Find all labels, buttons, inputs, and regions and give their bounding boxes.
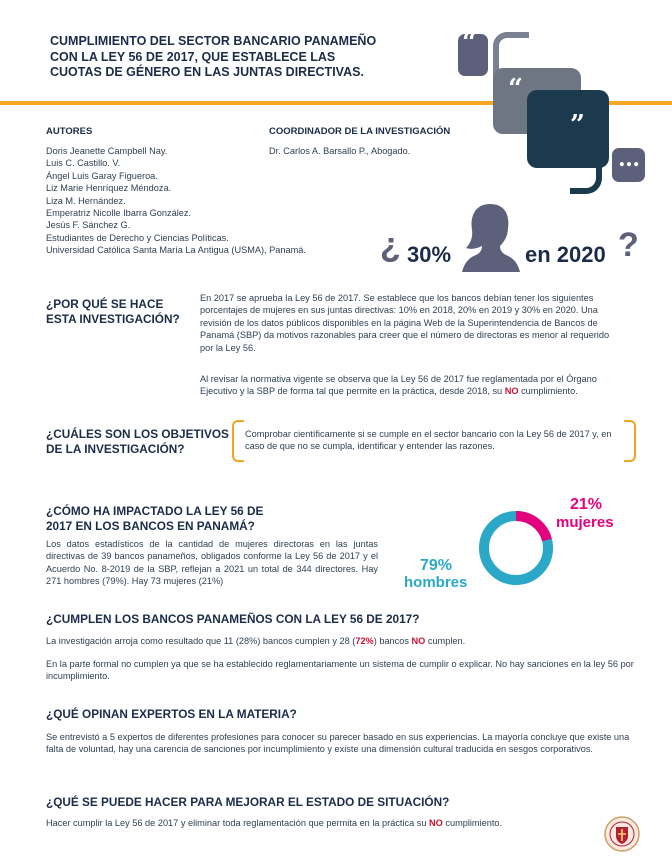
- goal-percent: 30%: [407, 242, 452, 267]
- speech-bubbles-icon: “ “ ” …: [452, 30, 652, 195]
- author-name: Emperatriz Nicolle Ibarra González.: [46, 208, 192, 219]
- right-brace: [624, 420, 636, 462]
- why-paragraph-1: En 2017 se aprueba la Ley 56 de 2017. Se establece que los bancos debían tener los siguientes porcentajes de mujeres en sus juntas directivas: 10% en 2018, 20% en 2019 y 30% en 2020. Una revisión de los datos públicos disponibles en la página Web de la Superintendencia de Bancos de Panamá (SBP) da motivos razonables para creer que el número de directoras es menor al requerido por la Ley 56.: [200, 293, 610, 353]
- author-name: Doris Jeanette Campbell Nay.: [46, 146, 168, 156]
- university-seal-icon: [604, 816, 640, 852]
- men-percent: 79%: [420, 557, 453, 574]
- goal-year: en 2020: [525, 242, 606, 267]
- men-label: hombres: [404, 574, 468, 591]
- objectives-text: Comprobar científicamente si se cumple en el sector bancario con la Ley 56 de 2017 y, en caso de que no se cumpla, identificar y entender las razones.: [245, 429, 612, 452]
- impact-heading: ¿CÓMO HA IMPACTADO LA LEY 56 DE 2017 EN LOS BANCOS EN PANAMÁ?: [46, 504, 264, 533]
- impact-text: Los datos estadísticos de la cantidad de mujeres directoras en las juntas directivas de 39 bancos panameños, obligados conforme la Ley 56 de 2017 y el Acuerdo No. 8-2019 de la SBP, reflejan a 2021 un total de 344 directores. Hay 271 hombres (79%). Hay 73 mujeres (21%): [46, 539, 378, 587]
- author-name: Liza M. Hernández.: [46, 195, 126, 206]
- authors-label: AUTORES: [46, 126, 93, 137]
- authors-list: [46, 145, 346, 257]
- comply-paragraph-2: En la parte formal no cumplen ya que se ha establecido reglamentariamente un sistema de cumplir o explicar. No hay sanciones en la ley 56 por incumplimiento.: [46, 659, 634, 682]
- comply-heading: ¿CUMPLEN LOS BANCOS PANAMEÑOS CON LA LEY 56 DE 2017?: [46, 612, 420, 626]
- women-slice: [516, 516, 547, 540]
- author-name: Liz Marie Henríquez Méndoza.: [46, 183, 172, 194]
- author-name: Estudiantes de Derecho y Ciencias Políticas.: [46, 232, 229, 243]
- left-brace: [232, 420, 244, 462]
- women-label: mujeres: [556, 514, 614, 531]
- why-heading: ¿POR QUÉ SE HACE ESTA INVESTIGACIÓN?: [46, 297, 180, 326]
- objectives-heading: ¿CUÁLES SON LOS OBJETIVOS DE LA INVESTIGACIÓN?: [46, 427, 229, 456]
- page-title: CUMPLIMIENTO DEL SECTOR BANCARIO PANAMEÑO CON LA LEY 56 DE 2017, QUE ESTABLECE LAS CUOTAS DE GÉNERO EN LAS JUNTAS DIRECTIVAS.: [50, 34, 377, 79]
- coordinator-label: COORDINADOR DE LA INVESTIGACIÓN: [269, 126, 451, 137]
- coordinator-name: Dr. Carlos A. Barsallo P., Abogado.: [269, 146, 411, 156]
- experts-heading: ¿QUÉ OPINAN EXPERTOS EN LA MATERIA?: [46, 707, 297, 721]
- why-paragraph-2: Al revisar la normativa vigente se observa que la Ley 56 de 2017 fue reglamentada por el Órgano Ejecutivo y la SBP de forma tal que permite en la práctica, desde 2018, su NO cumplimiento.: [200, 374, 597, 397]
- improve-text: Hacer cumplir la Ley 56 de 2017 y eliminar toda reglamentación que permita en la práctica su NO cumplimiento.: [46, 818, 503, 828]
- woman-silhouette-icon: [460, 200, 522, 272]
- gender-donut-chart: [476, 508, 556, 588]
- author-name: Luis C. Castillo. V.: [46, 158, 121, 169]
- author-name: Universidad Católica Santa María La Antigua (USMA), Panamá.: [46, 245, 306, 256]
- question-close: ?: [618, 226, 639, 264]
- question-open: ¿: [380, 226, 401, 264]
- experts-text: Se entrevistó a 5 expertos de diferentes profesiones para conocer su parecer basado en sus experiencias. La mayoría concluye que existe una falta de voluntad, hay una carencia de sanciones por incumplimiento y existe una dimensión cultural traducida en sesgos corporativos.: [46, 732, 630, 755]
- author-name: Jesús F. Sánchez G.: [46, 220, 131, 231]
- improve-heading: ¿QUÉ SE PUEDE HACER PARA MEJORAR EL ESTADO DE SITUACIÓN?: [46, 795, 450, 809]
- women-percent: 21%: [570, 496, 603, 513]
- author-name: Ángel Luis Garay Figueroa.: [46, 170, 158, 181]
- comply-paragraph-1: La investigación arroja como resultado que 11 (28%) bancos cumplen y 28 (72%) bancos NO cumplen.: [46, 636, 466, 646]
